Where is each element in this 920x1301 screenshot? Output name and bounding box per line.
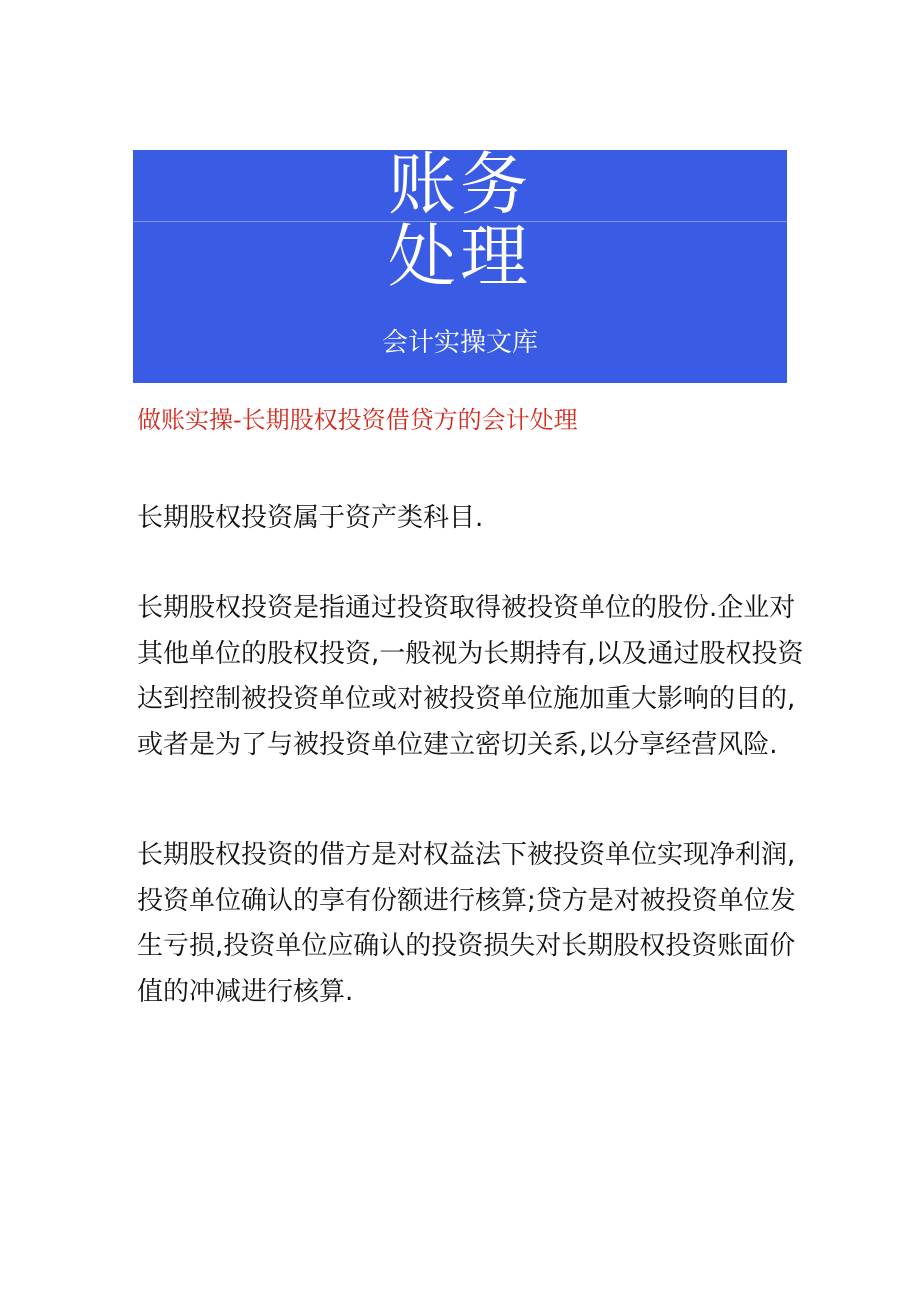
paragraph-line: 或者是为了与被投资单位建立密切关系,以分享经营风险. (137, 729, 778, 760)
paragraph-line: 其他单位的股权投资,一般视为长期持有,以及通过股权投资 (137, 638, 804, 669)
paragraph-line: 长期股权投资属于资产类科目. (137, 503, 484, 533)
paragraph-line: 长期股权投资的借方是对权益法下被投资单位实现净利润, (137, 840, 796, 870)
paragraph-line: 生亏损,投资单位应确认的投资损失对长期股权投资账面价 (137, 931, 796, 961)
paragraph-line: 长期股权投资是指通过投资取得被投资单位的股份.企业对 (137, 593, 796, 623)
banner-subtitle: 会计实操文库 (381, 328, 538, 358)
banner-title-line-2: 处理 (387, 218, 532, 297)
paragraph-line: 达到控制被投资单位或对被投资单位施加重大影响的目的, (137, 684, 796, 714)
paragraph-1 (137, 496, 777, 542)
paragraph-line: 值的冲减进行核算. (137, 976, 354, 1007)
document-title: 做账实操-长期股权投资借贷方的会计处理 (137, 406, 578, 434)
paragraph-3 (137, 833, 796, 1015)
paragraph-2 (137, 586, 804, 768)
banner-title-line-1: 账务 (387, 150, 532, 225)
paragraph-line: 投资单位确认的享有份额进行核算;贷方是对被投资单位发 (137, 885, 796, 916)
cover-banner (133, 150, 787, 383)
